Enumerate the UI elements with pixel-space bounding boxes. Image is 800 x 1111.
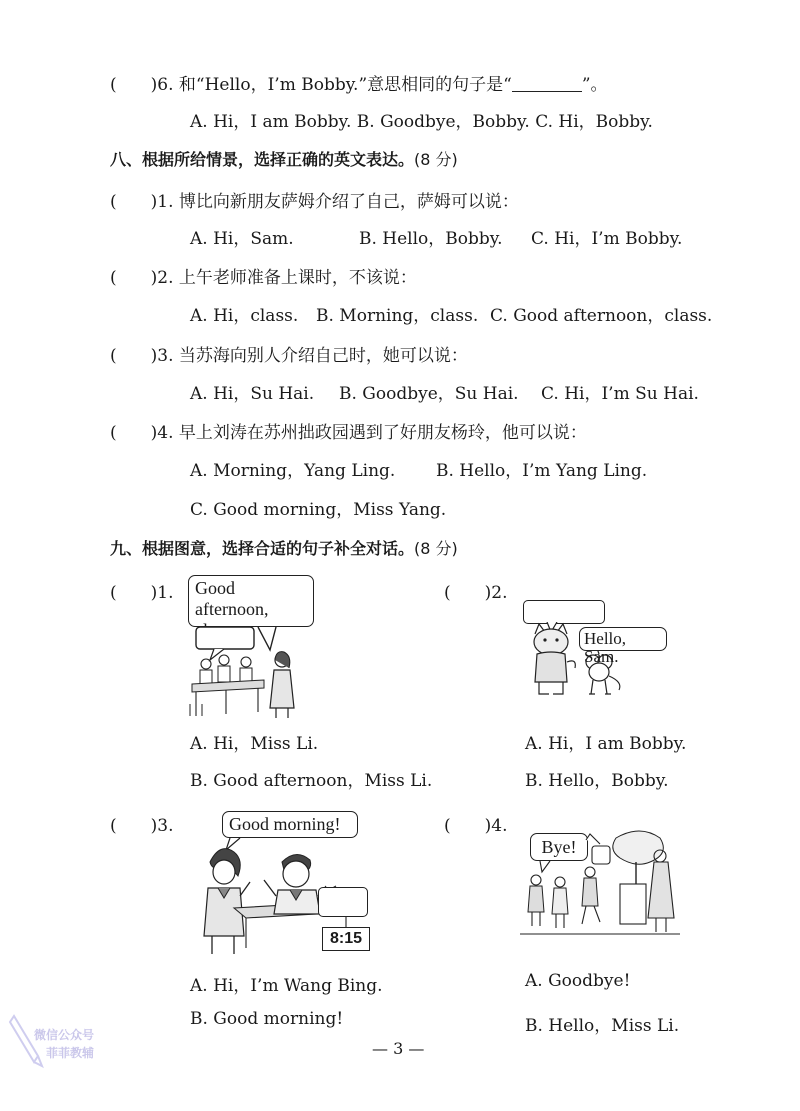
clock-display: 8:15	[322, 927, 370, 951]
answer-paren[interactable]: ( )	[444, 583, 492, 603]
answer-paren[interactable]: ( )	[110, 816, 158, 836]
s9-q2-option-b: B. Hello，Bobby.	[525, 771, 669, 791]
question-stem: 4. 早上刘涛在苏州拙政园遇到了好朋友杨玲，他可以说：	[157, 423, 587, 443]
empty-speech-bubble	[196, 627, 254, 649]
question-stem: 6. 和“Hello，I’m Bobby.”意思相同的句子是“	[157, 75, 512, 95]
speech-bubble-girl: Good morning!	[222, 811, 358, 838]
s8-question-4	[110, 418, 587, 443]
s9-q4-option-a: A. Goodbye!	[525, 971, 631, 991]
s9-question-3	[110, 811, 174, 836]
section-points: (8 分)	[414, 150, 458, 169]
speech-bubble-teacher: Good afternoon,	[188, 575, 314, 627]
speech-bubble-children: Bye!	[530, 833, 588, 861]
answer-paren[interactable]: ( )	[110, 75, 158, 95]
watermark-line-1: 微信公众号	[34, 1028, 95, 1042]
s8-q3-option-c: C. Hi，I’m Su Hai.	[541, 384, 699, 404]
s8-q2-option-a: A. Hi，class.	[190, 306, 299, 326]
s8-q1-option-a: A. Hi，Sam.	[190, 229, 294, 249]
empty-speech-bubble	[592, 846, 610, 864]
question-6-options: A. Hi，I am Bobby. B. Goodbye，Bobby. C. Hi，Bobby.	[190, 112, 653, 132]
speech-bubble-mouse: Hello, Sam.	[579, 627, 667, 651]
s9-q1-option-b: B. Good afternoon，Miss Li.	[190, 771, 433, 791]
answer-paren[interactable]: ( )	[110, 423, 158, 443]
s8-q4-option-c: C. Good morning，Miss Yang.	[190, 500, 447, 520]
s9-question-4	[444, 811, 508, 836]
fill-blank[interactable]	[512, 91, 582, 92]
watermark	[8, 1010, 126, 1070]
answer-paren[interactable]: ( )	[110, 346, 158, 366]
empty-speech-bubble	[523, 600, 605, 624]
section-9-title	[110, 536, 458, 559]
section-title-text: 八、根据所给情景，选择正确的英文表达。	[110, 150, 415, 169]
question-number: 3.	[157, 816, 174, 836]
s8-q3-option-a: A. Hi，Su Hai.	[190, 384, 315, 404]
section-8-title	[110, 147, 458, 170]
question-stem-end: ”。	[581, 75, 608, 95]
answer-paren[interactable]: ( )	[110, 192, 158, 212]
answer-paren[interactable]: ( )	[110, 268, 158, 288]
question-number: 2.	[491, 583, 508, 603]
question-stem: 1. 博比向新朋友萨姆介绍了自己，萨姆可以说：	[157, 192, 519, 212]
s9-q3-option-a: A. Hi，I’m Wang Bing.	[190, 976, 383, 996]
s8-q4-option-a: A. Morning，Yang Ling.	[190, 461, 396, 481]
s8-q3-option-b: B. Goodbye，Su Hai.	[339, 384, 519, 404]
question-number: 1.	[157, 583, 174, 603]
s8-question-3	[110, 341, 468, 366]
s9-q3-option-b: B. Good morning!	[190, 1009, 344, 1029]
goodbye-illustration	[520, 828, 680, 943]
question-number: 4.	[491, 816, 508, 836]
s8-q1-option-c: C. Hi，I’m Bobby.	[531, 229, 683, 249]
question-stem: 3. 当苏海向别人介绍自己时，她可以说：	[157, 346, 468, 366]
s8-q2-option-c: C. Good afternoon，class.	[490, 306, 713, 326]
s8-q2-option-b: B. Morning，class.	[316, 306, 479, 326]
section-title-text: 九、根据图意，选择合适的句子补全对话。	[110, 539, 415, 558]
answer-paren[interactable]: ( )	[444, 816, 492, 836]
question-stem: 2. 上午老师准备上课时，不该说：	[157, 268, 417, 288]
classroom-illustration	[188, 620, 308, 720]
s9-q2-option-a: A. Hi，I am Bobby.	[525, 734, 687, 754]
s8-q4-option-b: B. Hello，I’m Yang Ling.	[436, 461, 648, 481]
s8-q1-option-b: B. Hello，Bobby.	[359, 229, 503, 249]
question-6	[110, 70, 608, 95]
s8-question-2	[110, 263, 417, 288]
s9-question-1	[110, 578, 174, 603]
s8-question-1	[110, 187, 519, 212]
page-number: — 3 —	[372, 1039, 425, 1058]
s9-q4-option-b: B. Hello，Miss Li.	[525, 1016, 680, 1036]
watermark-line-2: 菲菲教辅	[46, 1046, 95, 1060]
section-points: (8 分)	[414, 539, 458, 558]
empty-speech-bubble	[318, 887, 368, 917]
s9-question-2	[444, 578, 508, 603]
s9-q1-option-a: A. Hi，Miss Li.	[190, 734, 319, 754]
answer-paren[interactable]: ( )	[110, 583, 158, 603]
